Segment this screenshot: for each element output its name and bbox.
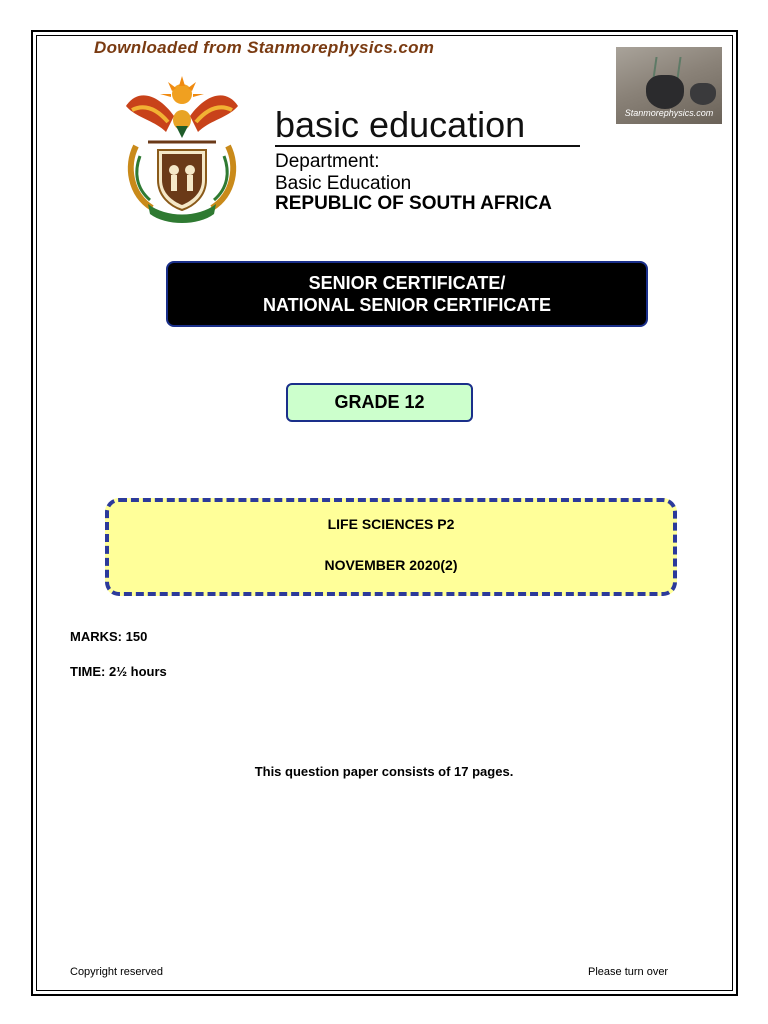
- footer-turn-over: Please turn over: [588, 966, 669, 978]
- certificate-banner: [166, 261, 648, 327]
- south-africa-coat-of-arms-icon: [118, 76, 246, 226]
- brand-title: basic education: [275, 104, 526, 145]
- department-name: Basic Education: [275, 173, 412, 194]
- crest-shield: [158, 150, 206, 210]
- stanmorephysics-photo: [616, 47, 722, 124]
- plant-pot-small: [690, 83, 716, 105]
- crest-sun: [160, 76, 204, 104]
- exam-session: NOVEMBER 2020(2): [324, 557, 458, 573]
- certificate-line-1: SENIOR CERTIFICATE/: [308, 273, 506, 293]
- brand-underline: [275, 145, 580, 147]
- time-text: TIME: 2½ hours: [70, 664, 167, 679]
- page-count-note: This question paper consists of 17 pages.: [254, 764, 514, 779]
- subject-panel: [105, 498, 677, 596]
- certificate-line-2: NATIONAL SENIOR CERTIFICATE: [263, 295, 551, 315]
- grade-badge: GRADE 12: [286, 383, 473, 422]
- subject-name: LIFE SCIENCES P2: [327, 516, 455, 532]
- photo-caption: Stanmorephysics.com: [624, 108, 714, 118]
- plant-pot: [646, 75, 684, 109]
- department-label: Department:: [275, 151, 380, 172]
- marks-text: MARKS: 150: [70, 629, 148, 644]
- crest-bird: [173, 110, 191, 138]
- country-name: REPUBLIC OF SOUTH AFRICA: [275, 193, 552, 214]
- download-source-text: Downloaded from Stanmorephysics.com: [94, 38, 435, 57]
- footer-copyright: Copyright reserved: [70, 966, 163, 978]
